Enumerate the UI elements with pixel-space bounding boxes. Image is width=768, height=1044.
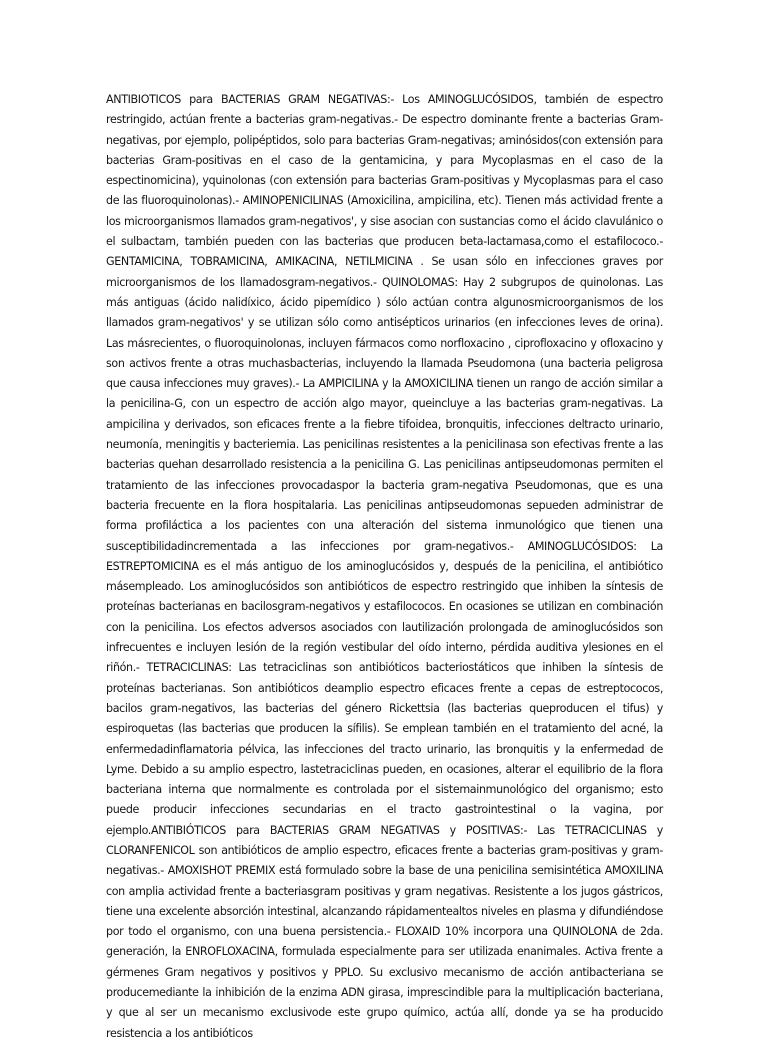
body-text: ANTIBIOTICOS para BACTERIAS GRAM NEGATIVAS:- Los AMINOGLUCÓSIDOS, también de espectro restringido, actúan frente a bacterias gram-negativas.- De espectro dominante frente a bacterias Gram-negativas, por ejemplo, polipéptidos, solo para bacterias Gram-negativas; aminósidos(con extensión para bacterias Gram-positivas en el caso de la gentamicina, y para Mycoplasmas en el caso de la espectinomicina), yquinolonas (con extensión para bacterias Gram-positivas y Mycoplasmas para el caso de las fluoroquinolonas).- AMINOPENICILINAS (Amoxicilina, ampicilina, etc). Tienen más actividad frente a los microorganismos llamados gram-negativos', y sise asocian con sustancias como el ácido clavulánico o el sulbactam, también pueden con las bacterias que producen beta-lactamasa,como el estafilococo.- GENTAMICINA, TOBRAMICINA, AMIKACINA, NETILMICINA . Se usan sólo en infecciones graves por microorganismos de los llamadosgram-negativos.- QUINOLOMAS: Hay 2 subgrupos de quinolonas. Las más antiguas (ácido nalidíxico, ácido pipemídico ) sólo actúan contra algunosmicroorganismos de los llamados gram-negativos' y se utilizan sólo como antisépticos urinarios (en infecciones leves de orina). Las másrecientes, o fluoroquinolonas, incluyen fármacos como norfloxacino , ciprofloxacino y ofloxacino y son activos frente a otras muchasbacterias, incluyendo la llamada Pseudomona (una bacteria peligrosa que causa infecciones muy graves).- La AMPICILINA y la AMOXICILINA tienen un rango de acción similar a la penicilina-G, con un espectro de acción algo mayor, queincluye a las bacterias gram-negativas. La ampicilina y derivados, son eficaces frente a la fiebre tifoidea, bronquitis, infecciones deltracto urinario, neumonía, meningitis y bacteriemia. Las penicilinas resistentes a la penicilinasa son efectivas frente a las bacterias quehan desarrollado resistencia a la penicilina G. Las penicilinas antipseudomonas permiten el tratamiento de las infecciones provocadaspor la bacteria gram-negativa Pseudomonas, que es una bacteria frecuente en la flora hospitalaria. Las penicilinas antipseudomonas sepueden administrar de forma profiláctica a los pacientes con una alteración del sistema inmunológico que tienen una susceptibilidadincrementada a las infecciones por gram-negativos.- AMINOGLUCÓSIDOS: La ESTREPTOMICINA es el más antiguo de los aminoglucósidos y, después de la penicilina, el antibiótico másempleado. Los aminoglucósidos son antibióticos de espectro restringido que inhiben la síntesis de proteínas bacterianas en bacilosgram-negativos y estafilococos. En ocasiones se utilizan en combinación con la penicilina. Los efectos adversos asociados con lautilización prolongada de aminoglucósidos son infrecuentes e incluyen lesión de la región vestibular del oído interno, pérdida auditiva ylesiones en el riñón.- TETRACICLINAS: Las tetraciclinas son antibióticos bacteriostáticos que inhiben la síntesis de proteínas bacterianas. Son antibióticos deamplio espectro eficaces frente a cepas de estreptococos, bacilos gram-negativos, las bacterias del género Rickettsia (las bacterias queproducen el tifus) y espiroquetas (las bacterias que producen la sífilis). Se emplean también en el tratamiento del acné, la enfermedadinflamatoria pélvica, las infecciones del tracto urinario, las bronquitis y la enfermedad de Lyme. Debido a su amplio espectro, lastetraciclinas pueden, en ocasiones, alterar el equilibrio de la flora bacteriana interna que normalmente es controlada por el sistemainmunológico del organismo; esto puede producir infecciones secundarias en el tracto gastrointestinal o la vagina, por ejemplo.ANTIBIÓTICOS para BACTERIAS GRAM NEGATIVAS y POSITIVAS:- Las TETRACICLINAS y CLORANFENICOL son antibióticos de amplio espectro, eficaces frente a bacterias gram-positivas y gram-negativas.- AMOXISHOT PREMIX está formulado sobre la base de una penicilina semisintética AMOXILINA con amplia actividad frente a bacteriasgram positivas y gram negativas. Resistente a los jugos gástricos, tiene una excelente absorción intestinal, alcanzando rápidamentealtos niveles en plasma y difundiéndose por todo el organismo, con una buena persistencia.- FLOXAID 10% incorpora una QUINOLONA de 2da. generación, la ENROFLOXACINA, formulada especialmente para ser utilizada enanimales. Activa frente a gérmenes Gram negativos y positivos y PPLO. Su exclusivo mecanismo de acción antibacteriana se producemediante la inhibición de la enzima ADN girasa, imprescindible para la multiplicación bacteriana, y que al ser un mecanismo exclusivode este grupo químico, actúa allí, donde ya se ha producido resistencia a los antibióticos: [106, 93, 663, 1040]
